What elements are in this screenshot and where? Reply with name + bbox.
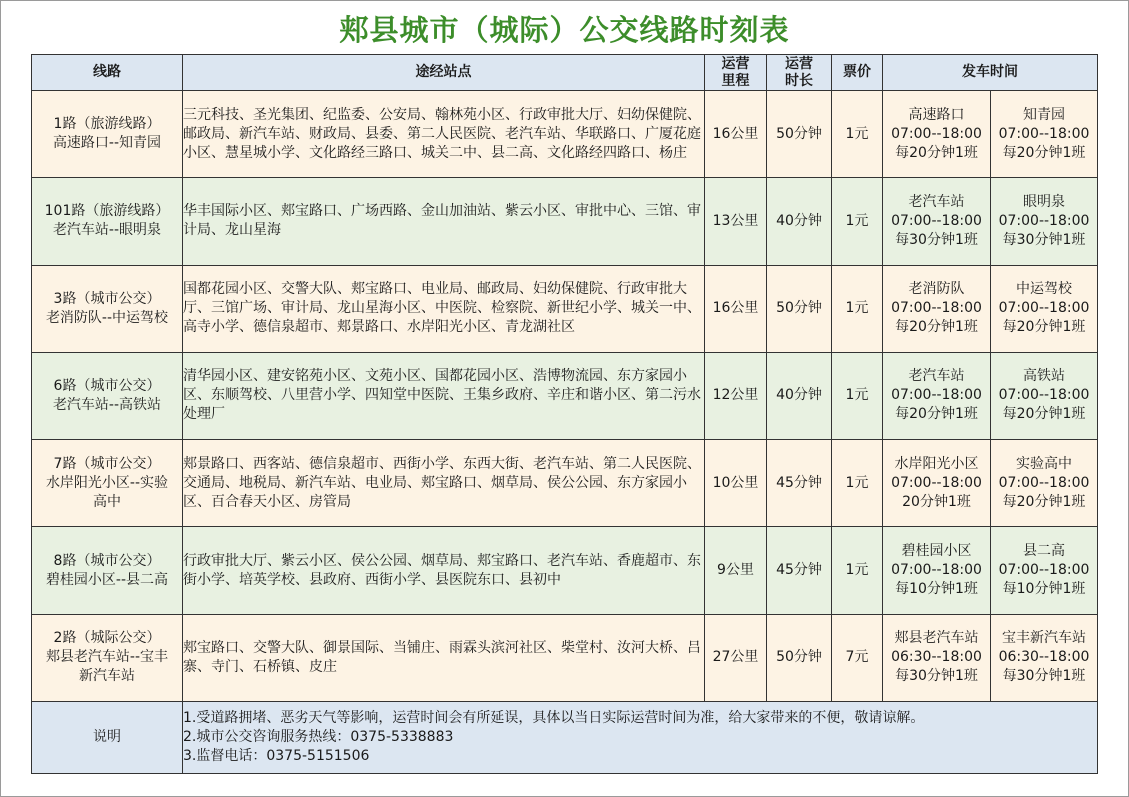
departure-station: 老汽车站 (908, 368, 965, 385)
departure-hours: 07:00--18:00 (998, 125, 1090, 142)
departure-hours: 07:00--18:00 (891, 562, 982, 579)
route-distance: 16公里 (705, 91, 767, 178)
departure-hours: 07:00--18:00 (998, 300, 1090, 317)
header-route: 线路 (32, 55, 183, 91)
departure-start-a (883, 440, 991, 527)
route-distance: 13公里 (705, 178, 767, 265)
departure-hours: 07:00--18:00 (998, 562, 1090, 579)
departure-interval: 每30分钟1班 (895, 231, 978, 248)
departure-interval: 每30分钟1班 (1002, 668, 1086, 685)
header-duration (767, 55, 832, 91)
route-fare: 1元 (832, 440, 883, 527)
route-distance: 10公里 (705, 440, 767, 527)
route-distance: 12公里 (705, 352, 767, 439)
route-ends: 老汽车站--高铁站 (52, 396, 162, 413)
bus-timetable (31, 54, 1098, 774)
route-name: 6路（城市公交） (53, 377, 161, 394)
route-duration: 40分钟 (767, 178, 832, 265)
route-row (32, 440, 1098, 527)
route-name: 2路（城际公交） (53, 630, 161, 647)
departure-interval: 每20分钟1班 (1002, 406, 1086, 423)
route-duration: 50分钟 (767, 614, 832, 701)
route-fare: 1元 (832, 265, 883, 352)
departure-interval: 每20分钟1班 (895, 319, 978, 336)
route-duration: 50分钟 (767, 91, 832, 178)
route-ends: 高速路口--知青园 (52, 135, 162, 152)
note-line-2: 2.城市公交咨询服务热线：0375-5338883 (183, 729, 454, 745)
route-fare: 1元 (832, 178, 883, 265)
header-duration-line2: 时长 (785, 72, 813, 89)
note-line-3: 3.监督电话：0375-5151506 (183, 748, 370, 764)
departure-interval: 每20分钟1班 (895, 406, 978, 423)
route-row (32, 614, 1098, 701)
departure-interval: 每20分钟1班 (1002, 493, 1086, 510)
route-row (32, 265, 1098, 352)
route-duration: 50分钟 (767, 265, 832, 352)
departure-start-a (883, 91, 991, 178)
departure-station: 宝丰新汽车站 (1002, 630, 1086, 647)
departure-hours: 07:00--18:00 (891, 474, 982, 491)
header-row (32, 55, 1098, 91)
route-ends: 老汽车站--眼明泉 (52, 222, 162, 239)
departure-interval: 每10分钟1班 (1002, 581, 1086, 598)
departure-hours: 06:30--18:00 (998, 649, 1090, 666)
departure-station: 郏县老汽车站 (894, 630, 979, 647)
departure-start-a (883, 265, 991, 352)
route-ends: 郏县老汽车站--宝丰 (45, 649, 169, 666)
route-stops: 郏宝路口、交警大队、御景国际、当铺庄、雨霖头滨河社区、柴堂村、汝河大桥、吕寨、寺门、石桥镇、皮庄 (183, 614, 705, 701)
route-cell (32, 178, 183, 265)
departure-interval: 每20分钟1班 (895, 144, 978, 161)
departure-station: 老消防队 (908, 281, 965, 298)
route-stops: 华丰国际小区、郏宝路口、广场西路、金山加油站、紫云小区、审批中心、三馆、审计局、龙山星海 (183, 178, 705, 265)
route-name: 101路（旅游线路） (44, 203, 170, 220)
route-stops: 行政审批大厅、紫云小区、侯公公园、烟草局、郏宝路口、老汽车站、香鹿超市、东街小学、培英学校、县政府、西街小学、县医院东口、县初中 (183, 527, 705, 614)
departure-hours: 07:00--18:00 (891, 300, 982, 317)
header-stops: 途经站点 (183, 55, 705, 91)
departure-station: 县二高 (1023, 543, 1065, 560)
route-stops: 清华园小区、建安铭苑小区、文苑小区、国都花园小区、浩博物流园、东方家园小区、东顺驾校、八里营小学、四知堂中医院、王集乡政府、辛庄和谐小区、第二污水处理厂 (183, 352, 705, 439)
departure-hours: 06:30--18:00 (891, 649, 982, 666)
route-duration: 40分钟 (767, 352, 832, 439)
departure-start-b (991, 614, 1098, 701)
departure-start-a (883, 527, 991, 614)
route-fare: 7元 (832, 614, 883, 701)
route-cell (32, 527, 183, 614)
departure-interval: 每10分钟1班 (895, 581, 978, 598)
departure-station: 高速路口 (908, 106, 965, 123)
header-duration-line1: 运营 (785, 55, 813, 72)
route-name: 1路（旅游线路） (53, 116, 161, 133)
departure-station: 高铁站 (1023, 368, 1065, 385)
departure-interval: 每20分钟1班 (1002, 319, 1086, 336)
route-distance: 16公里 (705, 265, 767, 352)
page-title: 郏县城市（城际）公交线路时刻表 (339, 13, 790, 47)
route-distance: 27公里 (705, 614, 767, 701)
departure-station: 老汽车站 (908, 193, 965, 210)
route-fare: 1元 (832, 352, 883, 439)
departure-hours: 07:00--18:00 (891, 387, 982, 404)
route-cell (32, 265, 183, 352)
route-stops: 国都花园小区、交警大队、郏宝路口、电业局、邮政局、妇幼保健院、行政审批大厅、三馆广场、审计局、龙山星海小区、中医院、检察院、新世纪小学、城关一中、高寺小学、德信泉超市、郏景路口、水岸阳光小区、青龙湖社区 (183, 265, 705, 352)
route-ends-cont: 高中 (93, 493, 121, 510)
route-row (32, 178, 1098, 265)
notes-label: 说明 (32, 702, 183, 774)
route-fare: 1元 (832, 527, 883, 614)
header-distance-line2: 里程 (721, 72, 750, 89)
route-row (32, 91, 1098, 178)
route-name: 8路（城市公交） (53, 552, 161, 569)
route-ends-cont: 新汽车站 (79, 668, 135, 685)
departure-station: 碧桂园小区 (901, 543, 972, 560)
route-ends: 老消防队--中运驾校 (45, 309, 169, 326)
departure-start-b (991, 352, 1098, 439)
departure-station: 水岸阳光小区 (894, 455, 979, 472)
departure-station: 实验高中 (1016, 455, 1072, 472)
departure-station: 眼明泉 (1023, 193, 1065, 210)
route-stops: 三元科技、圣光集团、纪监委、公安局、翰林苑小区、行政审批大厅、妇幼保健院、邮政局、新汽车站、财政局、县委、第二人民医院、老汽车站、华联路口、广厦花庭小区、慧星城小学、文化路经三路口、城关二中、县二高、文化路经四路口、杨庄 (183, 91, 705, 178)
header-distance (705, 55, 767, 91)
departure-hours: 07:00--18:00 (998, 474, 1090, 491)
departure-hours: 07:00--18:00 (998, 387, 1090, 404)
departure-start-a (883, 352, 991, 439)
departure-interval: 每30分钟1班 (1002, 231, 1086, 248)
header-departure: 发车时间 (883, 55, 1098, 91)
route-fare: 1元 (832, 91, 883, 178)
route-row (32, 527, 1098, 614)
departure-start-b (991, 265, 1098, 352)
departure-hours: 07:00--18:00 (891, 212, 982, 229)
departure-start-b (991, 178, 1098, 265)
note-line-1: 1.受道路拥堵、恶劣天气等影响，运营时间会有所延误，具体以当日实际运营时间为准，给大家带来的不便，敬请谅解。 (183, 710, 925, 726)
departure-station: 知青园 (1023, 106, 1065, 123)
header-distance-line1: 运营 (721, 55, 750, 72)
departure-interval: 20分钟1班 (902, 493, 971, 510)
route-stops: 郏景路口、西客站、德信泉超市、西街小学、东西大街、老汽车站、第二人民医院、交通局、地税局、新汽车站、电业局、郏宝路口、烟草局、侯公公园、东方家园小区、百合春天小区、房管局 (183, 440, 705, 527)
departure-start-a (883, 614, 991, 701)
departure-start-b (991, 91, 1098, 178)
departure-start-b (991, 527, 1098, 614)
route-name: 7路（城市公交） (53, 455, 161, 472)
route-cell (32, 440, 183, 527)
header-fare: 票价 (832, 55, 883, 91)
notes-body (183, 702, 1098, 774)
route-ends: 水岸阳光小区--实验 (45, 474, 169, 491)
route-duration: 45分钟 (767, 440, 832, 527)
route-distance: 9公里 (705, 527, 767, 614)
route-row (32, 352, 1098, 439)
route-cell (32, 352, 183, 439)
route-duration: 45分钟 (767, 527, 832, 614)
departure-hours: 07:00--18:00 (891, 125, 982, 142)
departure-start-b (991, 440, 1098, 527)
departure-station: 中运驾校 (1016, 281, 1072, 298)
route-cell (32, 91, 183, 178)
route-name: 3路（城市公交） (53, 290, 161, 307)
departure-interval: 每20分钟1班 (1002, 144, 1086, 161)
departure-start-a (883, 178, 991, 265)
route-cell (32, 614, 183, 701)
route-ends: 碧桂园小区--县二高 (45, 571, 169, 588)
departure-hours: 07:00--18:00 (998, 212, 1090, 229)
departure-interval: 每30分钟1班 (895, 668, 978, 685)
notes-row (32, 702, 1098, 774)
